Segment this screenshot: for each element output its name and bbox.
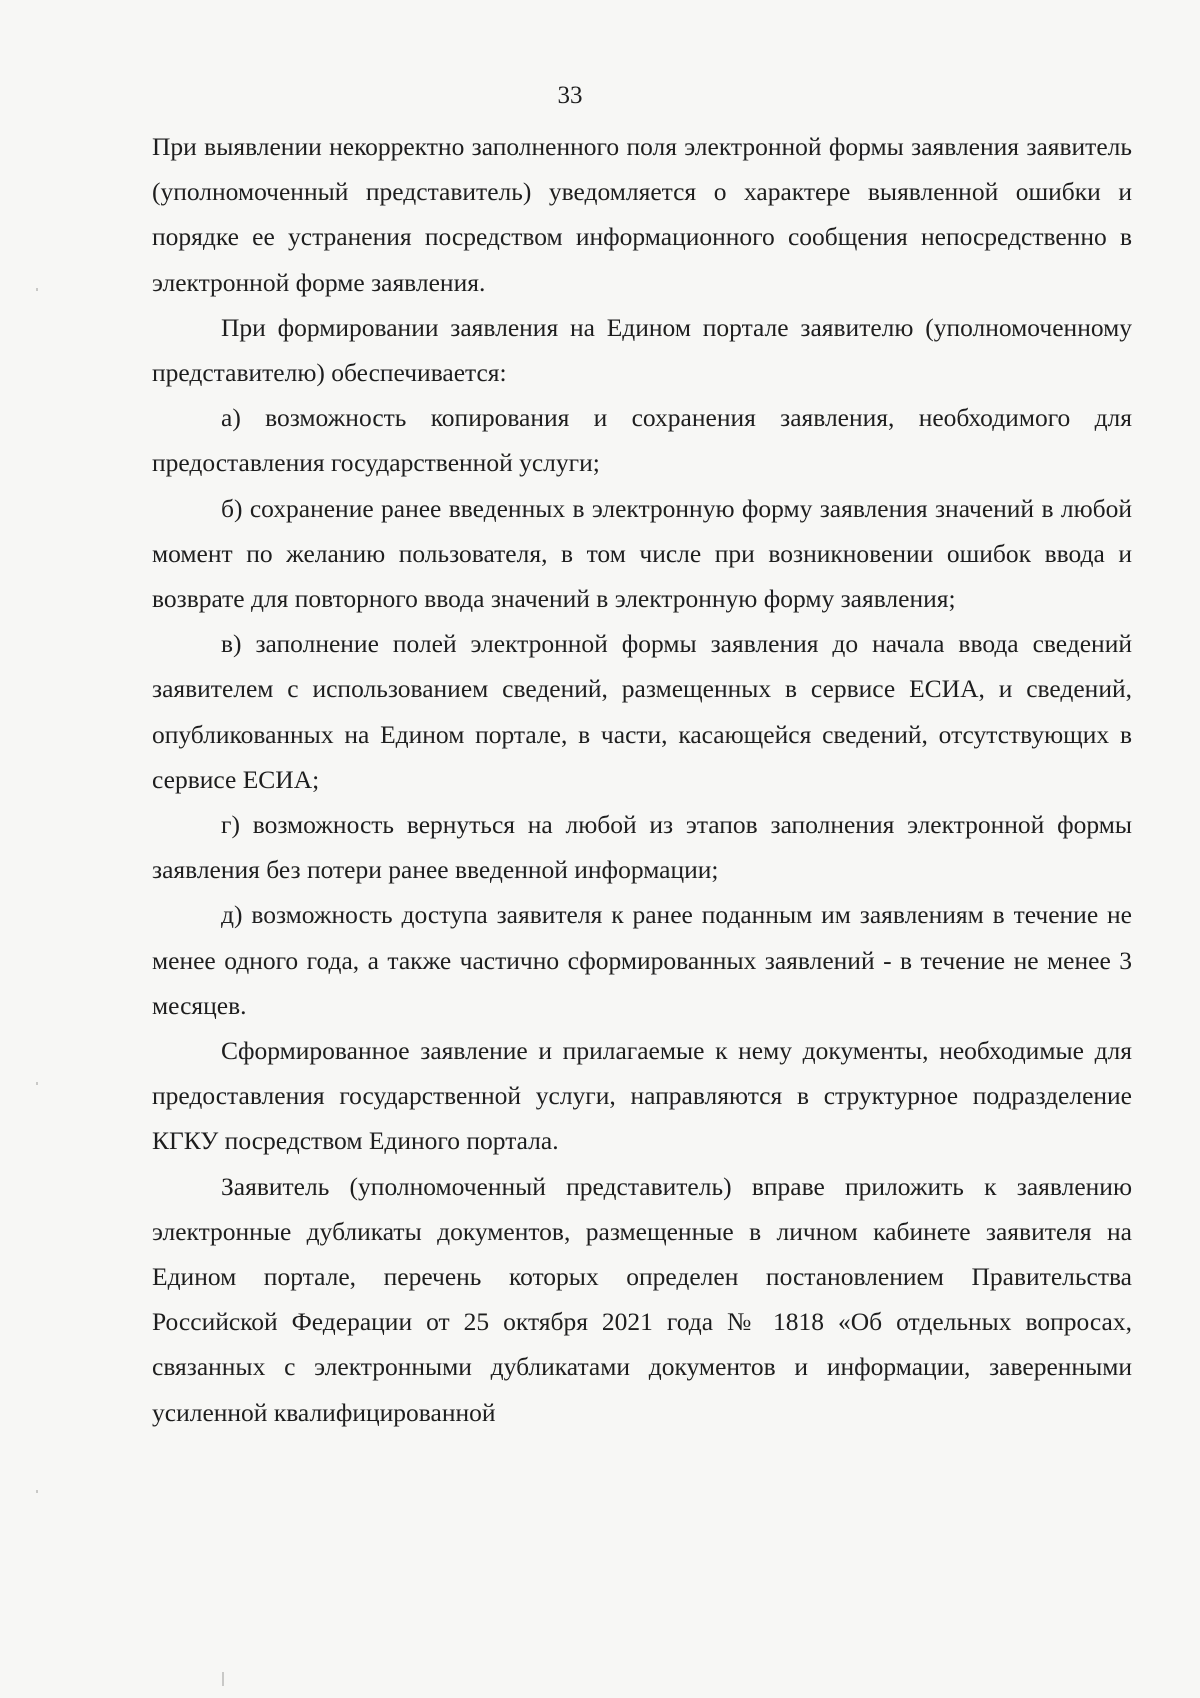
scan-artifact-mark [222, 1672, 224, 1686]
paragraph-item-a: а) возможность копирования и сохранения заявления, необходимого для предоставления государственной услуги; [152, 403, 1132, 478]
scan-artifact-mark [36, 1082, 38, 1085]
paragraph-submission: Сформированное заявление и прилагаемые к нему документы, необходимые для предоставления государственной услуги, направляются в структурное подразделение КГКУ посредством Единого портала. [152, 1036, 1132, 1156]
paragraph-item-v: в) заполнение полей электронной формы заявления до начала ввода сведений заявителем с использованием сведений, размещенных в сервисе ЕСИА, и сведений, опубликованных на Едином портале, в части, касающейся сведений, отсутствующих в сервисе ЕСИА; [152, 629, 1132, 794]
paragraph-item-d: д) возможность доступа заявителя к ранее поданным им заявлениям в течение не менее одного года, а также частично сформированных заявлений - в течение не менее 3 месяцев. [152, 900, 1132, 1020]
scan-artifact-mark [36, 1490, 38, 1493]
paragraph-portal-features-intro: При формировании заявления на Едином портале заявителю (уполномоченному представителю) обеспечивается: [152, 312, 1132, 388]
page-number: 33 [557, 82, 583, 109]
paragraph-error-notification: При выявлении некорректно заполненного поля электронной формы заявления заявитель (уполномоченный представитель) уведомляется о характере выявленной ошибки и порядке ее устранения посредством информационного сообщения непосредственно в электронной форме заявления. [152, 132, 1132, 297]
document-body [152, 124, 1132, 1435]
paragraph-item-b: б) сохранение ранее введенных в электронную форму заявления значений в любой момент по желанию пользователя, в том числе при возникновении ошибок ввода и возврате для повторного ввода значений в электронную форму заявления; [152, 493, 1132, 614]
scan-artifact-mark [36, 288, 38, 291]
paragraph-electronic-duplicates: Заявитель (уполномоченный представитель) вправе приложить к заявлению электронные дубликаты документов, размещенные в личном кабинете заявителя на Едином портале, перечень которых определен постановлением Правительства Российской Федерации от 25 октября 2021 года № 1818 «Об отдельных вопросах, связанных с электронными дубликатами документов и информации, заверенными усиленной квалифицированной [152, 1171, 1132, 1427]
paragraph-item-g: г) возможность вернуться на любой из этапов заполнения электронной формы заявления без потери ранее введенной информации; [152, 810, 1132, 885]
